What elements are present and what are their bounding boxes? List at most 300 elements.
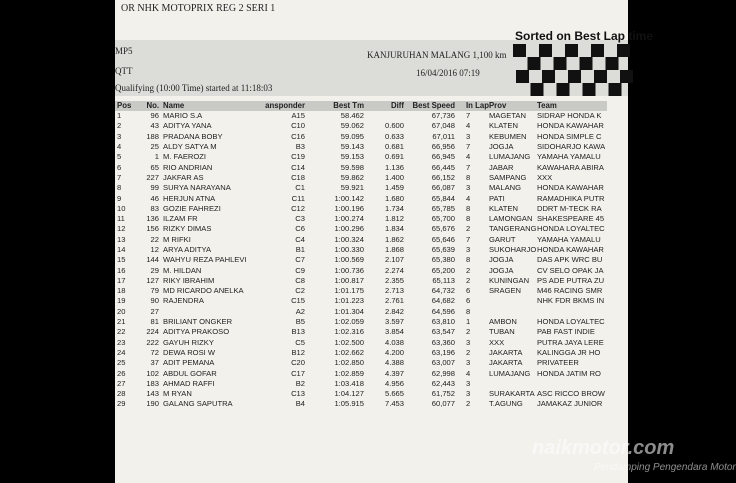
cell-transponder: C10	[291, 121, 305, 131]
cell-number: 136	[146, 214, 159, 224]
cell-best-time: 1:02.316	[334, 327, 364, 337]
table-row	[115, 317, 607, 327]
cell-best-speed: 62,443	[431, 378, 455, 388]
cell-transponder: C3	[295, 214, 305, 224]
cell-in-lap: 7	[466, 142, 471, 152]
cell-transponder: C16	[291, 131, 305, 141]
table-row	[115, 399, 607, 409]
cell-in-lap: 3	[466, 378, 471, 388]
table-row	[115, 162, 607, 172]
cell-best-time: 1:03.418	[334, 378, 364, 388]
table-row	[115, 204, 607, 214]
cell-number: 224	[146, 327, 159, 337]
cell-name: ALDY SATYA M	[163, 142, 217, 152]
cell-transponder: B1	[295, 245, 305, 254]
cell-best-speed: 66,945	[431, 152, 455, 162]
cell-name: ARYA ADITYA	[163, 245, 212, 254]
cell-prov: GARUT	[488, 234, 516, 244]
results-table	[115, 101, 607, 410]
cell-diff: 2.107	[384, 255, 404, 265]
cell-number: 79	[150, 286, 159, 296]
flag-square	[609, 83, 622, 96]
cell-diff: 1.834	[384, 224, 404, 234]
cell-in-lap: 4	[466, 121, 471, 131]
table-row	[115, 173, 607, 183]
cell-number: 156	[146, 224, 159, 234]
cell-best-time: 1:00.296	[334, 224, 364, 234]
cell-prov: KEBUMEN	[488, 131, 527, 141]
cell-pos: 14	[117, 245, 126, 254]
cell-name: GALANG SAPUTRA	[163, 399, 233, 409]
cell-prov: JOGJA	[488, 255, 514, 265]
cell-number: 29	[150, 265, 159, 275]
cell-best-time: 59.921	[340, 183, 364, 193]
cell-best-speed: 66,956	[431, 142, 455, 152]
cell-best-speed: 65,646	[431, 234, 455, 244]
cell-in-lap: 3	[466, 245, 471, 254]
cell-number: 143	[146, 389, 159, 399]
cell-in-lap: 3	[466, 389, 471, 399]
cell-diff: 4.956	[384, 378, 404, 388]
cell-best-speed: 62,998	[431, 368, 455, 378]
cell-diff: 1.459	[384, 183, 404, 193]
cell-in-lap: 6	[466, 296, 471, 306]
flag-square	[531, 83, 544, 96]
flag-square	[565, 44, 578, 57]
cell-best-time: 1:01.175	[334, 286, 364, 296]
col-name: Name	[163, 101, 255, 111]
table-row	[115, 348, 607, 358]
cell-team: DAS APK WRC BU	[536, 255, 603, 265]
timing-sheet	[115, 0, 654, 483]
cell-pos: 8	[117, 183, 122, 193]
cell-name: ABDUL GOFAR	[163, 368, 217, 378]
cell-number: 90	[150, 296, 159, 306]
cell-team: NHK FDR BKMS IN	[536, 296, 605, 306]
cell-name: HERJUN ATNA	[163, 193, 216, 203]
watermark-logo	[532, 437, 736, 479]
cell-best-speed: 65,380	[431, 255, 455, 265]
cell-team: SIDOHARJO KAWA	[536, 142, 606, 152]
cell-diff: 1.868	[384, 245, 404, 254]
cell-diff: 0.691	[384, 152, 404, 162]
cell-transponder: A15	[291, 111, 305, 121]
cell-transponder: C13	[291, 389, 305, 399]
session-info: Qualifying (10:00 Time) started at 11:18:03	[115, 83, 273, 93]
cell-name	[163, 307, 255, 317]
flag-square	[580, 57, 593, 70]
cell-number: 27	[150, 306, 159, 316]
cell-transponder: A2	[295, 306, 305, 316]
cell-transponder: C2	[295, 286, 305, 296]
table-row	[115, 379, 607, 389]
cell-diff: 3.597	[384, 317, 404, 327]
cell-prov: XXX	[488, 337, 505, 347]
cell-name: AHMAD RAFFI	[163, 378, 215, 388]
col-diff: Diff	[368, 101, 408, 111]
cell-prov: KLATEN	[488, 203, 518, 213]
cell-in-lap: 7	[466, 111, 471, 121]
cell-transponder: C9	[295, 265, 305, 275]
cell-diff: 4.397	[384, 368, 404, 378]
table-row	[115, 296, 607, 306]
table-row	[115, 152, 607, 162]
cell-team: KAWAHARA ABIRA	[536, 162, 604, 172]
cell-in-lap: 2	[466, 399, 471, 409]
cell-best-speed: 60,077	[431, 399, 455, 409]
cell-best-time: 1:02.850	[334, 358, 364, 368]
cell-number: 65	[150, 162, 159, 172]
table-row	[115, 338, 607, 348]
cell-team: HONDA LOYALTEC	[536, 317, 605, 327]
table-row	[115, 142, 607, 152]
cell-in-lap: 8	[466, 214, 471, 224]
cell-best-time: 1:01.223	[334, 296, 364, 306]
cell-best-speed: 63,810	[431, 317, 455, 327]
cell-name: GOZIE FAHREZI	[163, 203, 221, 213]
cell-pos: 18	[117, 286, 126, 296]
cell-name: RIKY IBRAHIM	[163, 275, 215, 285]
cell-transponder: B3	[295, 142, 305, 152]
class-code: MP5	[115, 46, 133, 56]
cell-team: HONDA KAWAHAR	[536, 121, 604, 131]
cell-name: M RYAN	[163, 389, 192, 399]
cell-name: JAKFAR AS	[163, 172, 204, 182]
cell-best-time: 1:00.569	[334, 255, 364, 265]
cell-diff: 3.854	[384, 327, 404, 337]
cell-number: 222	[146, 337, 159, 347]
cell-best-speed: 61,752	[431, 389, 455, 399]
cell-pos: 5	[117, 152, 122, 162]
flag-square	[617, 44, 630, 57]
cell-best-speed: 66,445	[431, 162, 455, 172]
col-best-speed: Best Speed	[408, 101, 460, 111]
cell-number: 227	[146, 172, 159, 182]
table-row	[115, 327, 607, 337]
venue: KANJURUHAN MALANG 1,100 km	[367, 50, 507, 60]
cell-in-lap: 8	[466, 172, 471, 182]
cell-pos: 6	[117, 162, 122, 172]
cell-team: DDRT M-TECK RA	[536, 203, 602, 213]
cell-best-speed: 67,048	[431, 121, 455, 131]
cell-pos: 7	[117, 172, 122, 182]
cell-pos: 12	[117, 224, 126, 234]
cell-best-time: 1:00.274	[334, 214, 364, 224]
cell-best-time: 59.862	[340, 172, 364, 182]
col-pos: Pos	[115, 101, 139, 111]
cell-diff: 1.862	[384, 234, 404, 244]
cell-team: SIDRAP HONDA K	[536, 111, 602, 121]
cell-diff: 0.681	[384, 142, 404, 152]
cell-best-time: 59.095	[340, 131, 364, 141]
cell-transponder: C12	[291, 203, 305, 213]
table-row	[115, 358, 607, 368]
cell-prov	[489, 307, 537, 317]
cell-transponder: C14	[291, 162, 305, 172]
cell-prov: JABAR	[488, 162, 514, 172]
col-in-lap: In Lap	[460, 101, 489, 111]
cell-transponder: B13	[291, 327, 305, 337]
cell-team: M46 RACING SMR	[536, 286, 603, 296]
cell-in-lap: 3	[466, 183, 471, 193]
table-row	[115, 368, 607, 378]
cell-best-speed: 65,844	[431, 193, 455, 203]
table-row	[115, 286, 607, 296]
table-row	[115, 245, 607, 255]
cell-transponder: C15	[291, 296, 305, 306]
cell-in-lap: 2	[466, 327, 471, 337]
cell-team: HONDA JATIM RO	[536, 368, 601, 378]
cell-transponder: B2	[295, 378, 305, 388]
cell-in-lap: 2	[466, 265, 471, 275]
cell-pos: 11	[117, 214, 125, 224]
flag-square	[554, 57, 567, 70]
cell-number: 127	[146, 275, 159, 285]
table-row	[115, 307, 607, 317]
cell-prov: JOGJA	[488, 142, 514, 152]
table-row	[115, 389, 607, 399]
cell-prov: LAMONGAN	[488, 214, 533, 224]
cell-in-lap: 8	[466, 203, 471, 213]
cell-diff: 4.388	[384, 358, 404, 368]
cell-prov: JAKARTA	[488, 358, 523, 368]
cell-prov: TANGERANG	[488, 224, 537, 234]
cell-diff: 1.400	[384, 172, 404, 182]
watermark-tagline: Pendamping Pengendara Motor	[594, 462, 736, 473]
cell-best-time: 1:04.127	[334, 389, 364, 399]
cell-number: 102	[146, 368, 159, 378]
cell-number: 188	[146, 131, 159, 141]
cell-diff	[368, 111, 408, 121]
cell-transponder: C1	[295, 183, 305, 193]
cell-pos: 22	[117, 327, 126, 337]
cell-prov: SAMPANG	[488, 172, 527, 182]
watermark-text: naikmotor.com	[532, 437, 675, 459]
cell-team: HONDA KAWAHAR	[536, 183, 604, 193]
cell-diff: 0.600	[384, 121, 404, 131]
cell-best-time: 59.598	[340, 162, 364, 172]
cell-transponder: B4	[295, 399, 305, 409]
cell-best-speed: 63,360	[431, 337, 455, 347]
table-row	[115, 132, 607, 142]
cell-best-time: 1:00.330	[334, 245, 364, 254]
cell-best-speed: 64,732	[431, 286, 455, 296]
cell-transponder: C6	[295, 224, 305, 234]
cell-best-time: 58.462	[340, 111, 364, 121]
cell-pos: 9	[117, 193, 122, 203]
table-row	[115, 183, 607, 193]
cell-in-lap: 3	[466, 131, 471, 141]
cell-team: RAMADHIKA PUTR	[536, 193, 605, 203]
cell-best-time: 1:00.324	[334, 234, 364, 244]
cell-name: M RIFKI	[163, 234, 191, 244]
cell-pos: 23	[117, 337, 126, 347]
cell-name: MD RICARDO ANELKA	[163, 286, 244, 296]
cell-number: 22	[150, 234, 159, 244]
sorted-label: Sorted on Best Lap time	[515, 29, 654, 43]
cell-transponder: C8	[295, 275, 305, 285]
cell-prov: PATI	[488, 193, 505, 203]
cell-team	[537, 379, 607, 389]
cell-diff: 1.812	[384, 214, 404, 224]
cell-best-speed: 64,682	[431, 296, 455, 306]
cell-number: 81	[150, 317, 159, 327]
col-no: No.	[139, 101, 163, 111]
cell-name: WAHYU REZA PAHLEVI	[163, 255, 247, 265]
cell-best-speed: 65,113	[432, 275, 455, 285]
cell-team: KALINGGA JR HO	[536, 347, 601, 357]
cell-number: 37	[150, 358, 159, 368]
cell-in-lap: 6	[466, 286, 471, 296]
cell-transponder: B5	[295, 317, 305, 327]
cell-prov: MALANG	[488, 183, 522, 193]
flag-square	[539, 44, 552, 57]
cell-pos: 15	[117, 255, 126, 265]
cell-prov: AMBON	[488, 317, 517, 327]
table-row	[115, 224, 607, 234]
cell-team: YAMAHA YAMALU	[536, 234, 601, 244]
table-row	[115, 255, 607, 265]
cell-prov: MAGETAN	[488, 111, 526, 121]
cell-team: PS ADE PUTRA ZU	[536, 275, 605, 285]
cell-team: HONDA LOYALTEC	[536, 224, 605, 234]
cell-pos: 26	[117, 368, 126, 378]
col-transponder: ansponder	[255, 101, 311, 111]
cell-team: PUTRA JAYA LERE	[536, 337, 604, 347]
cell-best-time: 1:02.059	[334, 317, 364, 327]
cell-name: ADIT PEMANA	[163, 358, 215, 368]
cell-pos: 29	[117, 399, 126, 409]
col-team: Team	[537, 101, 607, 111]
table-row	[115, 121, 607, 131]
cell-number: 190	[146, 399, 159, 409]
cell-team: CV SELO OPAK JA	[536, 265, 604, 275]
cell-name: RIO ANDRIAN	[163, 162, 213, 172]
cell-number: 46	[150, 193, 159, 203]
cell-in-lap: 1	[466, 317, 471, 327]
flag-square	[557, 83, 570, 96]
cell-pos: 21	[117, 317, 126, 327]
cell-pos: 17	[117, 275, 126, 285]
table-row	[115, 214, 607, 224]
cell-name: M. FAEROZI	[163, 152, 207, 162]
cell-transponder: C20	[291, 358, 305, 368]
cell-transponder: C7	[295, 255, 305, 265]
cell-in-lap: 3	[466, 358, 471, 368]
cell-prov: JAKARTA	[488, 347, 523, 357]
cell-in-lap: 4	[466, 152, 471, 162]
cell-best-speed: 63,007	[431, 358, 455, 368]
cell-diff: 2.713	[384, 286, 404, 296]
cell-best-speed: 63,547	[431, 327, 455, 337]
cell-name: RAJENDRA	[163, 296, 204, 306]
col-best-time: Best Tm	[311, 101, 368, 111]
cell-best-time: 1:00.736	[334, 265, 364, 275]
cell-in-lap: 4	[466, 368, 471, 378]
cell-diff: 2.761	[384, 296, 404, 306]
cell-prov: KLATEN	[488, 121, 518, 131]
cell-in-lap: 8	[466, 255, 471, 265]
cell-best-speed: 67,011	[432, 131, 455, 141]
flag-square	[528, 57, 541, 70]
cell-name: BRILIANT ONGKER	[163, 317, 233, 327]
cell-transponder: C17	[291, 368, 305, 378]
cell-number: 144	[146, 255, 159, 265]
cell-in-lap: 8	[466, 306, 471, 316]
cell-best-speed: 64,596	[431, 306, 455, 316]
cell-name: ADITYA YANA	[163, 121, 212, 131]
cell-best-speed: 65,639	[431, 245, 455, 254]
cell-transponder: C5	[295, 337, 305, 347]
cell-prov: T.AGUNG	[488, 399, 523, 409]
cell-in-lap: 7	[466, 162, 471, 172]
cell-best-speed: 67,736	[431, 111, 455, 121]
flag-square	[591, 44, 604, 57]
cell-pos: 3	[117, 131, 122, 141]
cell-diff: 1.734	[384, 203, 404, 213]
cell-diff: 5.665	[384, 389, 404, 399]
cell-pos: 24	[117, 347, 126, 357]
cell-name: SURYA NARAYANA	[163, 183, 231, 193]
cell-best-speed: 66,087	[431, 183, 455, 193]
cell-best-time: 1:02.662	[334, 347, 364, 357]
cell-in-lap: 4	[466, 193, 471, 203]
cell-pos: 2	[117, 121, 122, 131]
flag-square	[606, 57, 619, 70]
cell-pos: 10	[117, 203, 126, 213]
cell-pos: 4	[117, 142, 122, 152]
flag-square	[542, 70, 555, 83]
event-title: OR NHK MOTOPRIX REG 2 SERI 1	[121, 3, 276, 14]
cell-pos: 27	[117, 378, 126, 388]
cell-number: 25	[150, 142, 159, 152]
cell-diff: 0.633	[384, 131, 404, 141]
cell-in-lap: 2	[466, 224, 471, 234]
cell-transponder: C11	[291, 193, 305, 203]
flag-square	[620, 70, 633, 83]
cell-team: XXX	[536, 172, 553, 182]
cell-diff: 4.200	[384, 347, 404, 357]
cell-team: SHAKESPEARE 45	[536, 214, 605, 224]
table-row	[115, 111, 607, 121]
cell-best-time: 1:00.196	[334, 203, 364, 213]
cell-team	[537, 307, 607, 317]
cell-best-time: 59.153	[340, 152, 364, 162]
cell-best-speed: 65,700	[431, 214, 455, 224]
cell-name: GAYUH RIZKY	[163, 337, 214, 347]
flag-square	[516, 70, 529, 83]
cell-team: JAMAKAZ JUNIOR	[536, 399, 603, 409]
cell-in-lap: 3	[466, 337, 471, 347]
cell-name: RIZKY DIMAS	[163, 224, 212, 234]
cell-transponder: C19	[291, 152, 305, 162]
cell-prov: SRAGEN	[488, 286, 522, 296]
cell-prov: KUNINGAN	[488, 275, 530, 285]
table-row	[115, 265, 607, 275]
cell-best-speed: 66,152	[431, 172, 455, 182]
table-row	[115, 276, 607, 286]
table-row	[115, 235, 607, 245]
cell-diff: 2.355	[384, 275, 404, 285]
flag-square	[513, 44, 526, 57]
cell-number: 83	[150, 203, 159, 213]
cell-best-time: 1:01.304	[334, 306, 364, 316]
cell-pos: 16	[117, 265, 126, 275]
cell-best-time: 59.143	[340, 142, 364, 152]
flag-square	[594, 70, 607, 83]
col-prov: Prov	[489, 101, 537, 111]
cell-pos: 20	[117, 306, 126, 316]
